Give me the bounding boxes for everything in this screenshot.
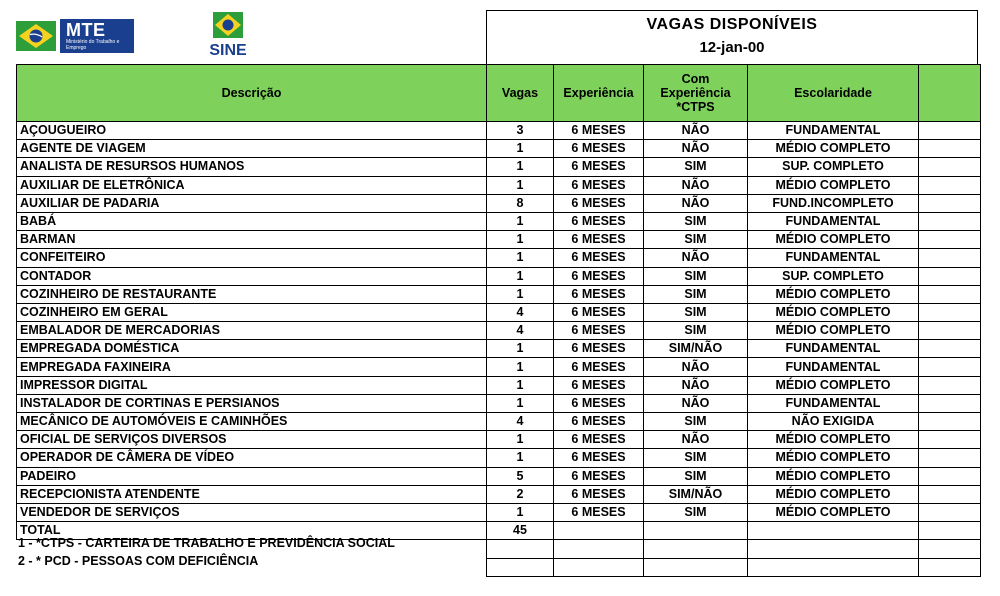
cell-empty bbox=[919, 340, 981, 358]
cell-descricao: BABÁ bbox=[17, 212, 487, 230]
cell-experiencia: 6 MESES bbox=[554, 394, 644, 412]
cell-descricao: OPERADOR DE CÂMERA DE VÍDEO bbox=[17, 449, 487, 467]
cell-vagas: 1 bbox=[487, 267, 554, 285]
cell-vagas: 1 bbox=[487, 249, 554, 267]
cell-experiencia: 6 MESES bbox=[554, 322, 644, 340]
cell-ctps: NÃO bbox=[644, 140, 748, 158]
cell-vagas: 1 bbox=[487, 285, 554, 303]
cell-descricao: PADEIRO bbox=[17, 467, 487, 485]
cell-vagas: 1 bbox=[487, 394, 554, 412]
cell-experiencia: 6 MESES bbox=[554, 231, 644, 249]
cell-ctps: SIM bbox=[644, 267, 748, 285]
cell-vagas: 1 bbox=[487, 358, 554, 376]
cell-empty bbox=[919, 503, 981, 521]
logos-area bbox=[16, 12, 486, 62]
table-row bbox=[17, 503, 981, 521]
table-row bbox=[17, 376, 981, 394]
cell-empty bbox=[644, 522, 748, 540]
cell-empty bbox=[919, 449, 981, 467]
cell-vagas: 1 bbox=[487, 176, 554, 194]
cell-experiencia: 6 MESES bbox=[554, 122, 644, 140]
cell-empty bbox=[487, 540, 554, 558]
vacancies-table bbox=[16, 64, 981, 577]
sine-logo bbox=[202, 12, 254, 62]
cell-vagas: 4 bbox=[487, 322, 554, 340]
cell-empty bbox=[919, 212, 981, 230]
cell-escolaridade: MÉDIO COMPLETO bbox=[748, 176, 919, 194]
cell-vagas: 1 bbox=[487, 449, 554, 467]
cell-empty bbox=[919, 285, 981, 303]
cell-vagas: 2 bbox=[487, 485, 554, 503]
cell-ctps: SIM bbox=[644, 322, 748, 340]
cell-empty bbox=[644, 558, 748, 576]
cell-escolaridade: MÉDIO COMPLETO bbox=[748, 285, 919, 303]
col-header-experiencia: Experiência bbox=[554, 65, 644, 122]
mte-logo-text: MTE bbox=[66, 20, 106, 40]
cell-experiencia: 6 MESES bbox=[554, 158, 644, 176]
cell-vagas: 5 bbox=[487, 467, 554, 485]
cell-escolaridade: FUNDAMENTAL bbox=[748, 212, 919, 230]
cell-ctps: SIM bbox=[644, 212, 748, 230]
total-label: TOTAL bbox=[17, 522, 487, 540]
cell-vagas: 4 bbox=[487, 303, 554, 321]
table-body bbox=[17, 122, 981, 577]
cell-experiencia: 6 MESES bbox=[554, 358, 644, 376]
cell-vagas: 3 bbox=[487, 122, 554, 140]
cell-descricao: ANALISTA DE RESURSOS HUMANOS bbox=[17, 158, 487, 176]
cell-experiencia: 6 MESES bbox=[554, 212, 644, 230]
cell-empty bbox=[919, 522, 981, 540]
cell-escolaridade: MÉDIO COMPLETO bbox=[748, 303, 919, 321]
table-row bbox=[17, 358, 981, 376]
cell-ctps: NÃO bbox=[644, 358, 748, 376]
cell-empty bbox=[919, 485, 981, 503]
cell-vagas: 1 bbox=[487, 431, 554, 449]
cell-empty bbox=[919, 158, 981, 176]
cell-escolaridade: MÉDIO COMPLETO bbox=[748, 449, 919, 467]
cell-empty bbox=[919, 303, 981, 321]
cell-empty bbox=[919, 558, 981, 576]
cell-vagas: 1 bbox=[487, 140, 554, 158]
footnote-ctps: 1 - *CTPS - CARTEIRA DE TRABALHO E PREVIDÊNCIA SOCIAL bbox=[18, 536, 395, 550]
cell-ctps: SIM bbox=[644, 231, 748, 249]
table-row bbox=[17, 485, 981, 503]
brazil-flag-icon bbox=[16, 21, 56, 51]
cell-experiencia: 6 MESES bbox=[554, 267, 644, 285]
page-date: 12-jan-00 bbox=[699, 39, 765, 56]
table-row bbox=[17, 194, 981, 212]
cell-escolaridade: MÉDIO COMPLETO bbox=[748, 431, 919, 449]
cell-descricao: INSTALADOR DE CORTINAS E PERSIANOS bbox=[17, 394, 487, 412]
cell-escolaridade: FUNDAMENTAL bbox=[748, 249, 919, 267]
cell-descricao: AGENTE DE VIAGEM bbox=[17, 140, 487, 158]
cell-descricao: EMPREGADA DOMÉSTICA bbox=[17, 340, 487, 358]
cell-escolaridade: FUND.INCOMPLETO bbox=[748, 194, 919, 212]
cell-descricao: AUXILIAR DE ELETRÔNICA bbox=[17, 176, 487, 194]
table-header-row bbox=[17, 65, 981, 122]
cell-experiencia: 6 MESES bbox=[554, 140, 644, 158]
cell-experiencia: 6 MESES bbox=[554, 340, 644, 358]
cell-ctps: NÃO bbox=[644, 249, 748, 267]
cell-empty bbox=[919, 431, 981, 449]
table-row bbox=[17, 413, 981, 431]
table-row bbox=[17, 431, 981, 449]
cell-ctps: SIM bbox=[644, 467, 748, 485]
cell-escolaridade: MÉDIO COMPLETO bbox=[748, 503, 919, 521]
cell-ctps: NÃO bbox=[644, 176, 748, 194]
cell-descricao: CONTADOR bbox=[17, 267, 487, 285]
cell-ctps: SIM bbox=[644, 303, 748, 321]
cell-vagas: 1 bbox=[487, 212, 554, 230]
col-header-descricao: Descrição bbox=[17, 65, 487, 122]
cell-descricao: VENDEDOR DE SERVIÇOS bbox=[17, 503, 487, 521]
cell-experiencia: 6 MESES bbox=[554, 249, 644, 267]
cell-experiencia: 6 MESES bbox=[554, 485, 644, 503]
cell-experiencia: 6 MESES bbox=[554, 303, 644, 321]
cell-ctps: NÃO bbox=[644, 194, 748, 212]
cell-experiencia: 6 MESES bbox=[554, 176, 644, 194]
cell-vagas: 1 bbox=[487, 231, 554, 249]
table-row bbox=[17, 285, 981, 303]
table-row bbox=[17, 231, 981, 249]
cell-descricao: EMPREGADA FAXINEIRA bbox=[17, 358, 487, 376]
cell-vagas: 1 bbox=[487, 503, 554, 521]
cell-empty bbox=[919, 267, 981, 285]
sine-flag-icon bbox=[213, 12, 243, 38]
table-row bbox=[17, 394, 981, 412]
table-row bbox=[17, 267, 981, 285]
cell-experiencia: 6 MESES bbox=[554, 194, 644, 212]
cell-descricao: COZINHEIRO EM GERAL bbox=[17, 303, 487, 321]
cell-empty bbox=[919, 249, 981, 267]
cell-escolaridade: MÉDIO COMPLETO bbox=[748, 467, 919, 485]
mte-logo bbox=[16, 16, 142, 56]
col-header-escolaridade: Escolaridade bbox=[748, 65, 919, 122]
cell-ctps: NÃO bbox=[644, 122, 748, 140]
col-header-com-line2: Experiência bbox=[660, 86, 731, 100]
cell-escolaridade: MÉDIO COMPLETO bbox=[748, 376, 919, 394]
cell-descricao: AÇOUGUEIRO bbox=[17, 122, 487, 140]
cell-empty bbox=[487, 558, 554, 576]
col-header-com-experiencia bbox=[644, 65, 748, 122]
cell-empty bbox=[919, 122, 981, 140]
cell-empty bbox=[644, 540, 748, 558]
cell-empty bbox=[919, 231, 981, 249]
cell-empty bbox=[919, 376, 981, 394]
cell-escolaridade: MÉDIO COMPLETO bbox=[748, 485, 919, 503]
document-header bbox=[486, 10, 978, 64]
cell-descricao: EMBALADOR DE MERCADORIAS bbox=[17, 322, 487, 340]
cell-descricao: AUXILIAR DE PADARIA bbox=[17, 194, 487, 212]
cell-ctps: SIM/NÃO bbox=[644, 340, 748, 358]
cell-empty bbox=[919, 176, 981, 194]
col-header-vagas: Vagas bbox=[487, 65, 554, 122]
cell-vagas: 1 bbox=[487, 158, 554, 176]
cell-escolaridade: FUNDAMENTAL bbox=[748, 122, 919, 140]
cell-descricao: COZINHEIRO DE RESTAURANTE bbox=[17, 285, 487, 303]
cell-experiencia: 6 MESES bbox=[554, 503, 644, 521]
table-row bbox=[17, 340, 981, 358]
cell-empty bbox=[919, 194, 981, 212]
cell-vagas: 4 bbox=[487, 413, 554, 431]
cell-experiencia: 6 MESES bbox=[554, 285, 644, 303]
table-row bbox=[17, 449, 981, 467]
cell-escolaridade: SUP. COMPLETO bbox=[748, 158, 919, 176]
cell-experiencia: 6 MESES bbox=[554, 467, 644, 485]
cell-escolaridade: MÉDIO COMPLETO bbox=[748, 322, 919, 340]
cell-experiencia: 6 MESES bbox=[554, 449, 644, 467]
cell-ctps: SIM bbox=[644, 413, 748, 431]
cell-experiencia: 6 MESES bbox=[554, 431, 644, 449]
cell-ctps: SIM bbox=[644, 449, 748, 467]
footnotes bbox=[18, 535, 395, 570]
cell-escolaridade: MÉDIO COMPLETO bbox=[748, 231, 919, 249]
cell-ctps: SIM bbox=[644, 503, 748, 521]
cell-empty bbox=[748, 558, 919, 576]
cell-empty bbox=[748, 540, 919, 558]
table-row bbox=[17, 140, 981, 158]
cell-empty bbox=[554, 540, 644, 558]
col-header-com-line1: Com bbox=[681, 72, 710, 86]
cell-ctps: NÃO bbox=[644, 376, 748, 394]
cell-empty bbox=[919, 322, 981, 340]
cell-ctps: SIM bbox=[644, 285, 748, 303]
table-row bbox=[17, 467, 981, 485]
cell-escolaridade: MÉDIO COMPLETO bbox=[748, 140, 919, 158]
table-row bbox=[17, 303, 981, 321]
cell-ctps: SIM bbox=[644, 158, 748, 176]
page-title: VAGAS DISPONÍVEIS bbox=[646, 16, 818, 33]
cell-descricao: BARMAN bbox=[17, 231, 487, 249]
footnote-pcd: 2 - * PCD - PESSOAS COM DEFICIÊNCIA bbox=[18, 553, 259, 568]
cell-ctps: SIM/NÃO bbox=[644, 485, 748, 503]
cell-escolaridade: FUNDAMENTAL bbox=[748, 340, 919, 358]
cell-descricao: CONFEITEIRO bbox=[17, 249, 487, 267]
cell-escolaridade: SUP. COMPLETO bbox=[748, 267, 919, 285]
table-row bbox=[17, 212, 981, 230]
cell-empty bbox=[554, 522, 644, 540]
cell-empty bbox=[919, 140, 981, 158]
cell-descricao: MECÂNICO DE AUTOMÓVEIS E CAMINHÕES bbox=[17, 413, 487, 431]
cell-empty bbox=[919, 413, 981, 431]
mte-wordmark bbox=[60, 19, 134, 53]
table-row bbox=[17, 122, 981, 140]
table-row bbox=[17, 176, 981, 194]
cell-experiencia: 6 MESES bbox=[554, 413, 644, 431]
cell-vagas: 8 bbox=[487, 194, 554, 212]
cell-escolaridade: FUNDAMENTAL bbox=[748, 358, 919, 376]
total-value: 45 bbox=[487, 522, 554, 540]
col-header-com-line3: *CTPS bbox=[676, 100, 715, 114]
cell-empty bbox=[919, 467, 981, 485]
cell-empty bbox=[748, 522, 919, 540]
cell-empty bbox=[919, 394, 981, 412]
cell-empty bbox=[919, 540, 981, 558]
cell-empty bbox=[919, 358, 981, 376]
cell-experiencia: 6 MESES bbox=[554, 376, 644, 394]
cell-descricao: RECEPCIONISTA ATENDENTE bbox=[17, 485, 487, 503]
cell-escolaridade: FUNDAMENTAL bbox=[748, 394, 919, 412]
table-row bbox=[17, 322, 981, 340]
cell-escolaridade: NÃO EXIGIDA bbox=[748, 413, 919, 431]
table-row bbox=[17, 249, 981, 267]
cell-ctps: NÃO bbox=[644, 394, 748, 412]
cell-descricao: IMPRESSOR DIGITAL bbox=[17, 376, 487, 394]
cell-vagas: 1 bbox=[487, 376, 554, 394]
col-header-empty bbox=[919, 65, 981, 122]
cell-descricao: OFICIAL DE SERVIÇOS DIVERSOS bbox=[17, 431, 487, 449]
cell-ctps: NÃO bbox=[644, 431, 748, 449]
mte-subtitle: Ministério do Trabalho e Emprego bbox=[66, 39, 120, 51]
cell-vagas: 1 bbox=[487, 340, 554, 358]
cell-empty bbox=[554, 558, 644, 576]
sine-logo-text: SINE bbox=[209, 42, 247, 59]
table-row bbox=[17, 158, 981, 176]
